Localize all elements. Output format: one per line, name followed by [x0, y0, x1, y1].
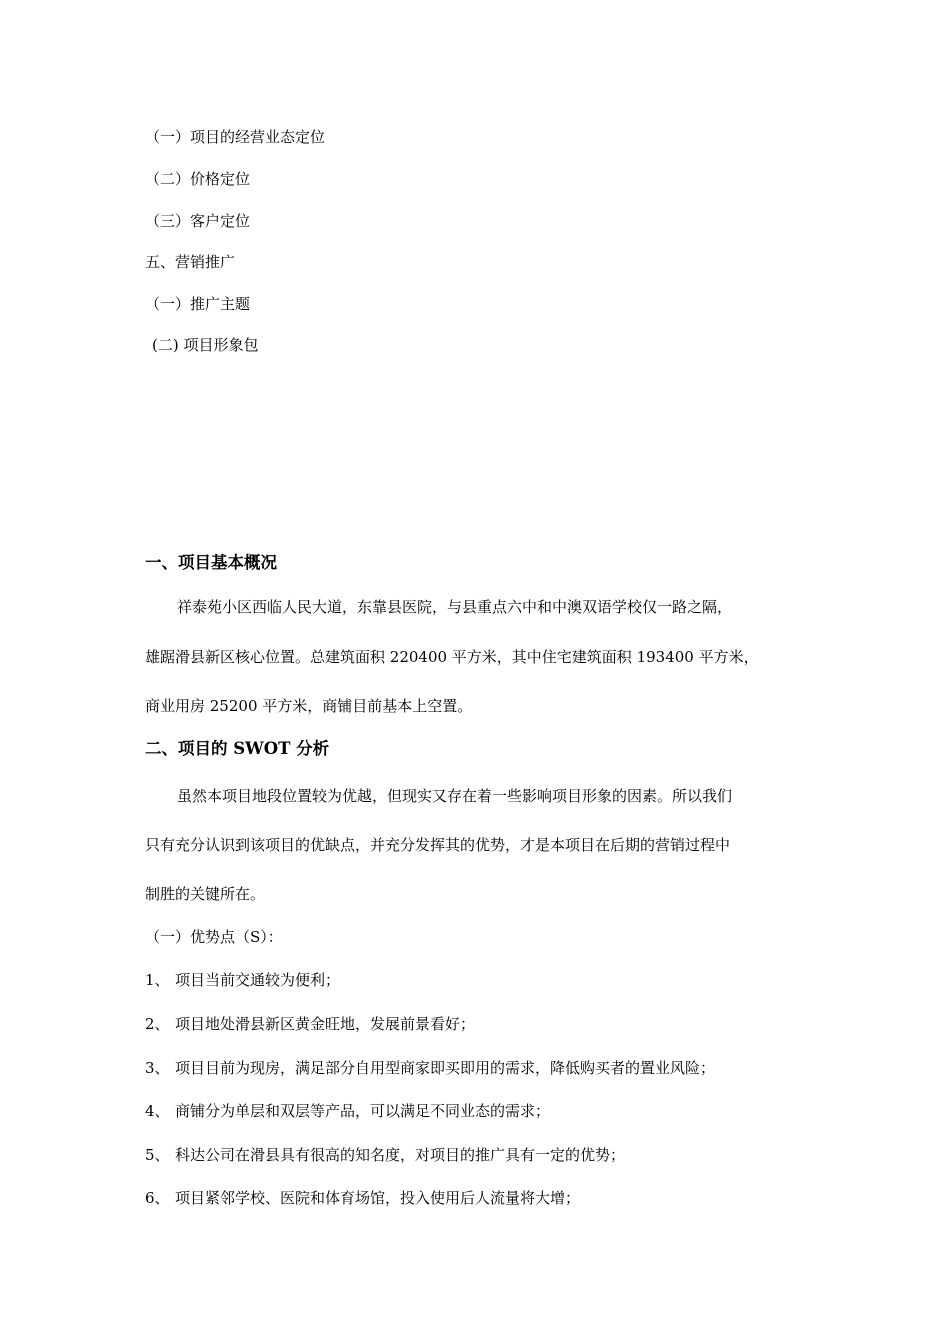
list-item	[145, 1014, 475, 1034]
section-heading: 一、项目基本概况	[145, 553, 277, 572]
list-item-number: 5、	[145, 1146, 170, 1164]
paragraph-line: 祥泰苑小区西临人民大道，东靠县医院，与县重点六中和中澳双语学校仅一路之隔，	[177, 598, 733, 616]
list-item-text: 项目紧邻学校、医院和体育场馆，投入使用后人流量将大增；	[175, 1189, 581, 1207]
paragraph-line: 虽然本项目地段位置较为优越，但现实又存在着一些影响项目形象的因素。所以我们	[177, 787, 733, 805]
sub-heading: （一）优势点（S）：	[145, 928, 283, 946]
paragraph-line: 商业用房 25200 平方米，商铺目前基本上空置。	[145, 697, 473, 715]
paragraph-line: 制胜的关键所在。	[145, 885, 266, 903]
list-item-text: 项目当前交通较为便利；	[175, 971, 341, 989]
paragraph-line: 雄踞滑县新区核心位置。总建筑面积 220400 平方米，其中住宅建筑面积 193400 平方米，	[145, 648, 759, 666]
list-item	[145, 1188, 580, 1208]
list-item-number: 6、	[145, 1189, 170, 1207]
list-item	[145, 970, 340, 990]
list-item-text: 科达公司在滑县具有很高的知名度，对项目的推广具有一定的优势；	[175, 1146, 626, 1164]
list-item	[145, 1101, 550, 1121]
section-heading: 二、项目的 SWOT 分析	[145, 739, 330, 758]
toc-item: （一）推广主题	[145, 295, 251, 313]
list-item-text: 项目地处滑县新区黄金旺地，发展前景看好；	[175, 1015, 476, 1033]
list-item-text: 商铺分为单层和双层等产品，可以满足不同业态的需求；	[175, 1102, 551, 1120]
list-item-text: 项目目前为现房，满足部分自用型商家即买即用的需求，降低购买者的置业风险；	[175, 1059, 716, 1077]
list-item-number: 4、	[145, 1102, 170, 1120]
list-item-number: 2、	[145, 1015, 170, 1033]
toc-item: （一）项目的经营业态定位	[145, 128, 326, 146]
list-item	[145, 1145, 625, 1165]
toc-item: (二) 项目形象包	[152, 336, 259, 354]
list-item-number: 1、	[145, 971, 170, 989]
list-item-number: 3、	[145, 1059, 170, 1077]
toc-item: 五、营销推广	[145, 253, 236, 271]
list-item	[145, 1058, 715, 1078]
toc-item: （二）价格定位	[145, 170, 251, 188]
toc-item: （三）客户定位	[145, 212, 251, 230]
paragraph-line: 只有充分认识到该项目的优缺点，并充分发挥其的优势，才是本项目在后期的营销过程中	[145, 836, 731, 854]
